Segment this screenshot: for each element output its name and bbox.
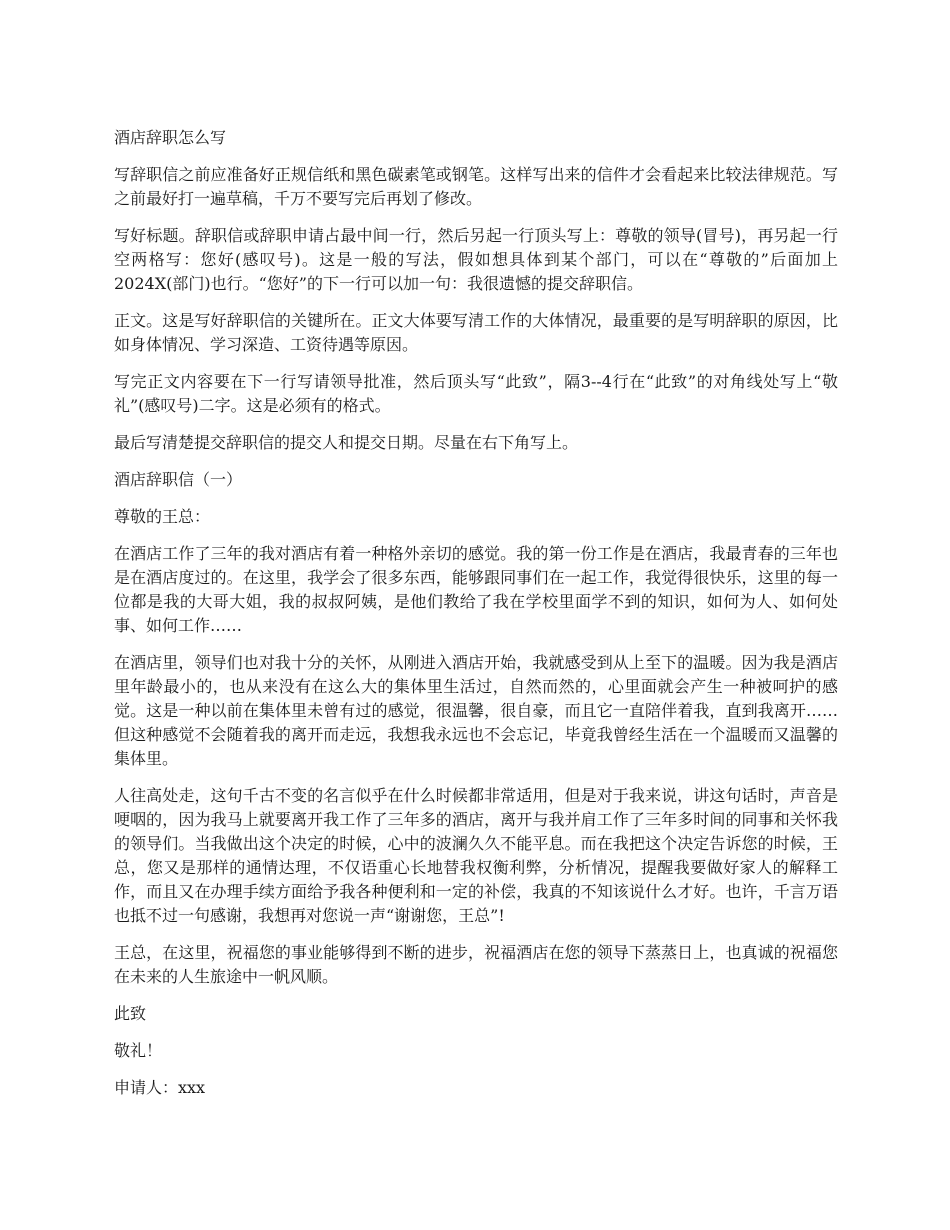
letter-regards: 敬礼！ [114, 1041, 163, 1060]
letter-body-paragraph: 王总，在这里，祝福您的事业能够得到不断的进步，祝福酒店在您的领导下蒸蒸日上，也真诚的祝福您在未来的人生旅途中一帆风顺。 [114, 943, 838, 986]
document-title: 酒店辞职怎么写 [114, 128, 227, 147]
guide-paragraph: 写好标题。辞职信或辞职申请占最中间一行，然后另起一行顶头写上：尊敬的领导(冒号)，再另起一行空两格写：您好(感叹号)。这是一般的写法，假如想具体到某个部门，可以在“尊敬的”后面加上2024X(部门)也行。“您好”的下一行可以加一句：我很遗憾的提交辞职信。 [114, 226, 838, 293]
letter-closing: 此致 [114, 1004, 147, 1023]
letter-body-paragraph: 人往高处走，这句千古不变的名言似乎在什么时候都非常适用，但是对于我来说，讲这句话时，声音是哽咽的，因为我马上就要离开我工作了三年多的酒店，离开与我并肩工作了三年多时间的同事和关怀我的领导们。当我做出这个决定的时候，心中的波澜久久不能平息。而在我把这个决定告诉您的时候，王总，您又是那样的通情达理，不仅语重心长地替我权衡利弊，分析情况，提醒我要做好家人的解释工作，而且又在办理手续方面给予我各种便利和一定的补偿，我真的不知该说什么才好。也许，千言万语也抵不过一句感谢，我想再对您说一声“谢谢您，王总”! [114, 786, 838, 925]
guide-paragraph: 最后写清楚提交辞职信的提交人和提交日期。尽量在右下角写上。 [114, 433, 579, 452]
letter-heading: 酒店辞职信（一） [114, 470, 243, 489]
document-page [114, 126, 838, 1113]
letter-salutation: 尊敬的王总： [114, 507, 211, 526]
letter-signature: 申请人：xxx [114, 1078, 206, 1097]
letter-body-paragraph: 在酒店里，领导们也对我十分的关怀，从刚进入酒店开始，我就感受到从上至下的温暖。因为我是酒店里年龄最小的，也从来没有在这么大的集体里生活过，自然而然的，心里面就会产生一种被呵护的感觉。这是一种以前在集体里未曾有过的感觉，很温馨，很自豪，而且它一直陪伴着我，直到我离开……但这种感觉不会随着我的离开而走远，我想我永远也不会忘记，毕竟我曾经生活在一个温暖而又温馨的集体里。 [114, 653, 838, 768]
guide-paragraph: 写辞职信之前应准备好正规信纸和黑色碳素笔或钢笔。这样写出来的信件才会看起来比较法律规范。写之前最好打一遍草稿，千万不要写完后再划了修改。 [114, 165, 838, 208]
guide-paragraph: 写完正文内容要在下一行写请领导批准，然后顶头写“此致”，隔3--4行在“此致”的对角线处写上“敬礼”(感叹号)二字。这是必须有的格式。 [114, 372, 838, 415]
guide-paragraph: 正文。这是写好辞职信的关键所在。正文大体要写清工作的大体情况，最重要的是写明辞职的原因，比如身体情况、学习深造、工资待遇等原因。 [114, 311, 838, 354]
letter-body-paragraph: 在酒店工作了三年的我对酒店有着一种格外亲切的感觉。我的第一份工作是在酒店，我最青春的三年也是在酒店度过的。在这里，我学会了很多东西，能够跟同事们在一起工作，我觉得很快乐，这里的每一位都是我的大哥大姐，我的叔叔阿姨，是他们教给了我在学校里面学不到的知识，如何为人、如何处事、如何工作…… [114, 544, 838, 635]
